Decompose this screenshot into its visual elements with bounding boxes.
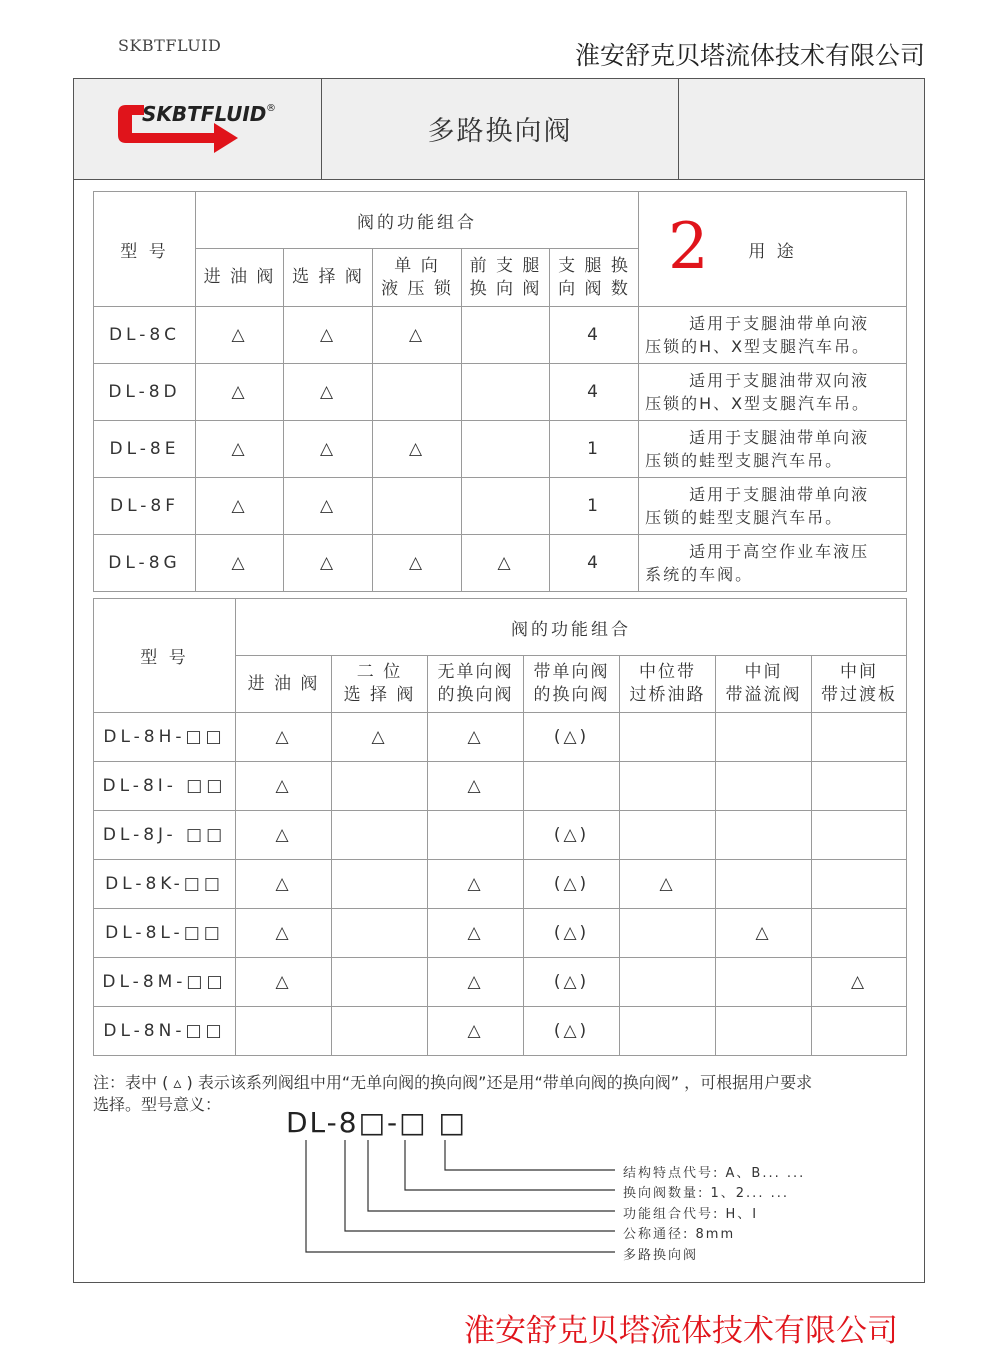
model-code: DL-8□-□ □: [286, 1106, 467, 1139]
function-mark: △: [319, 496, 337, 516]
model-code-text: DL-8H-□□: [103, 727, 226, 747]
function-mark: △: [659, 874, 676, 894]
t2-col-4-line-1: 过桥油路: [629, 685, 706, 705]
function-mark: △: [467, 776, 484, 796]
function-mark: △: [231, 382, 248, 402]
function-mark: △: [231, 553, 248, 573]
function-mark: △: [319, 553, 337, 573]
footer-company-name: 淮安舒克贝塔流体技术有限公司: [464, 1313, 898, 1349]
function-mark: △: [467, 923, 484, 943]
usage-line-2: 压锁的蛙型支腿汽车吊。: [645, 451, 844, 470]
function-mark: △: [319, 325, 337, 345]
legend-item-valve-count: 换向阀数量: 1、2... ...: [623, 1186, 789, 1201]
function-mark: △: [467, 874, 484, 894]
t1-col-0-line-0: 进 油 阀: [203, 267, 276, 287]
function-mark: △: [275, 776, 292, 796]
model-code-text: DL-8F: [110, 496, 179, 516]
t2-col-1-line-1: 选 择 阀: [343, 685, 416, 705]
t2-col-2-line-1: 的换向阀: [437, 685, 514, 705]
function-mark: △: [275, 972, 292, 992]
model-code-text: DL-8J- □□: [102, 825, 227, 845]
document-title: 多路换向阀: [427, 116, 573, 147]
t2-col-6-line-1: 带过渡板: [821, 685, 898, 705]
function-mark: △: [467, 1021, 484, 1041]
usage-line-1: 适用于支腿油带双向液: [689, 371, 870, 390]
model-code-text: DL-8G: [108, 553, 181, 573]
t2-model-header-text: 型 号: [140, 648, 189, 668]
function-mark: △: [319, 439, 337, 459]
function-mark: (△): [553, 874, 590, 894]
t2-col-5-line-1: 带溢流阀: [725, 685, 802, 705]
usage-line-1: 适用于支腿油带单向液: [689, 485, 870, 504]
function-mark: △: [231, 325, 248, 345]
function-mark: △: [408, 553, 426, 573]
t2-col-3-line-0: 带单向阀: [533, 662, 610, 682]
function-mark: △: [755, 923, 772, 943]
model-code-text: DL-8M-□□: [102, 972, 227, 992]
t2-col-1-line-0: 二 位: [356, 662, 403, 682]
function-mark: △: [467, 727, 484, 747]
usage-line-1: 适用于支腿油带单向液: [689, 314, 870, 333]
registered-mark: ®: [266, 103, 276, 114]
note-line-1: 注：表中 ( ▵ ) 表示该系列阀组中用“无单向阀的换向阀”还是用“带单向阀的换向阀” ，可根据用户要求: [93, 1073, 813, 1092]
t1-col-2-line-0: 单 向: [394, 255, 440, 276]
t2-col-0-line-0: 进 油 阀: [247, 673, 320, 694]
legend-item-nominal-size: 公称通径: 8mm: [623, 1227, 736, 1242]
model-code-text: DL-8N-□□: [103, 1021, 226, 1041]
function-mark: 1: [587, 496, 601, 516]
legend-item-valve-type: 多路换向阀: [623, 1248, 699, 1263]
logo-text: SKBTFLUID: [142, 102, 267, 126]
t1-col-4-line-0: 支 腿 换: [558, 255, 630, 276]
function-mark: (△): [553, 727, 590, 747]
function-mark: (△): [553, 825, 590, 845]
model-code-text: DL-8E: [109, 439, 180, 459]
t1-col-1-line-0: 选 择 阀: [292, 267, 364, 287]
t1-model-header-text: 型 号: [120, 241, 169, 262]
function-mark: △: [275, 923, 292, 943]
function-mark: △: [850, 972, 868, 992]
usage-line-1: 适用于支腿油带单向液: [689, 428, 870, 447]
usage-line-2: 压锁的蛙型支腿汽车吊。: [645, 508, 844, 527]
legend-item-function-code: 功能组合代号: H、I: [623, 1207, 759, 1222]
top-company-name: 淮安舒克贝塔流体技术有限公司: [574, 41, 925, 70]
function-mark: △: [275, 825, 292, 845]
function-mark: △: [371, 727, 388, 747]
usage-line-2: 压锁的H、X型支腿汽车吊。: [645, 337, 871, 356]
model-code-text: DL-8D: [108, 382, 181, 402]
t2-col-2-line-0: 无单向阀: [437, 662, 514, 682]
top-brand: SKBTFLUID: [118, 36, 222, 55]
t1-col-3-line-0: 前 支 腿: [469, 255, 542, 276]
function-mark: (△): [553, 923, 590, 943]
function-mark: △: [275, 727, 292, 747]
usage-line-1: 适用于高空作业车液压: [689, 542, 870, 561]
function-mark: 4: [587, 382, 601, 402]
t2-col-4-line-0: 中位带: [639, 662, 696, 682]
t2-col-6-line-0: 中间: [840, 662, 879, 682]
function-mark: △: [408, 439, 426, 459]
function-mark: △: [231, 439, 248, 459]
function-mark: △: [319, 382, 337, 402]
usage-line-2: 系统的车阀。: [645, 565, 754, 584]
t1-usage-header-text: 用 途: [748, 241, 797, 262]
legend-item-structure: 结构特点代号: A、B... ...: [623, 1166, 806, 1181]
note-line-2: 选择。型号意义：: [93, 1095, 222, 1114]
usage-line-2: 压锁的H、X型支腿汽车吊。: [645, 394, 871, 413]
function-mark: △: [497, 553, 514, 573]
function-mark: △: [467, 972, 484, 992]
function-mark: (△): [553, 972, 590, 992]
function-mark: 4: [587, 553, 601, 573]
function-mark: (△): [553, 1021, 590, 1041]
t2-col-5-line-0: 中间: [744, 662, 783, 682]
t1-function-header-text: 阀的功能组合: [357, 212, 478, 233]
t2-col-3-line-1: 的换向阀: [533, 685, 610, 705]
t1-col-2-line-1: 液 压 锁: [381, 278, 453, 299]
function-mark: △: [408, 325, 426, 345]
model-code-text: DL-8I- □□: [102, 776, 227, 796]
function-mark: △: [231, 496, 248, 516]
t2-function-header-text: 阀的功能组合: [511, 619, 632, 640]
model-code-text: DL-8K-□□: [105, 874, 224, 894]
model-code-text: DL-8C: [108, 325, 181, 345]
t1-col-3-line-1: 换 向 阀: [469, 278, 542, 299]
function-mark: △: [275, 874, 292, 894]
function-mark: 4: [587, 325, 601, 345]
t1-col-4-line-1: 向 阀 数: [558, 278, 630, 299]
function-mark: 1: [587, 439, 601, 459]
model-code-text: DL-8L-□□: [105, 923, 224, 943]
page-number-2: 2: [668, 210, 709, 284]
